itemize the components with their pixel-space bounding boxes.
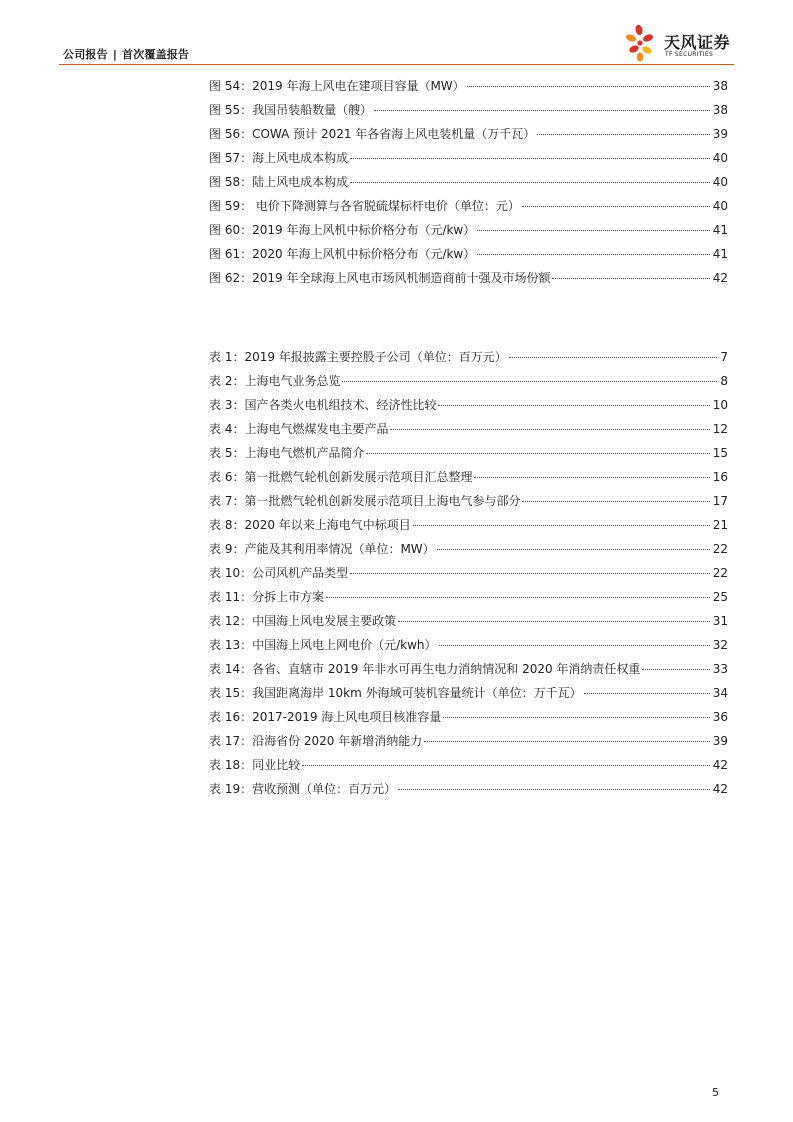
entry-title: 表 2：上海电气业务总览 [209, 374, 341, 388]
dot-leader [374, 110, 710, 111]
figure-entry[interactable] [209, 194, 728, 218]
dot-leader [437, 549, 710, 550]
logo-chinese-name: 天风证券 [664, 33, 731, 52]
entry-page-number: 40 [712, 199, 728, 213]
dot-leader [474, 477, 709, 478]
dot-leader [326, 597, 710, 598]
entry-page-number: 40 [712, 151, 728, 165]
table-entry[interactable] [209, 657, 728, 681]
dot-leader [398, 789, 710, 790]
entry-page-number: 31 [712, 614, 728, 628]
entry-page-number: 15 [712, 446, 728, 460]
table-entry[interactable] [209, 753, 728, 777]
dot-leader [366, 453, 709, 454]
dot-leader [390, 429, 709, 430]
entry-page-number: 41 [712, 247, 728, 261]
entry-title: 图 57：海上风电成本构成 [209, 151, 349, 165]
page-number: 5 [712, 1086, 719, 1099]
entry-page-number: 21 [712, 518, 728, 532]
entry-title: 表 4：上海电气燃煤发电主要产品 [209, 422, 389, 436]
report-type: 公司报告 [63, 48, 108, 61]
entry-title: 表 9：产能及其利用率情况（单位：MW） [209, 542, 435, 556]
dot-leader [350, 158, 710, 159]
dot-leader [342, 381, 717, 382]
dot-leader [439, 645, 710, 646]
table-entry[interactable] [209, 441, 728, 465]
table-entry[interactable] [209, 609, 728, 633]
figure-entry[interactable] [209, 242, 728, 266]
table-entry[interactable] [209, 729, 728, 753]
entry-page-number: 42 [712, 271, 728, 285]
entry-title: 表 8：2020 年以来上海电气中标项目 [209, 518, 411, 532]
entry-page-number: 33 [712, 662, 728, 676]
entry-page-number: 32 [712, 638, 728, 652]
table-entry[interactable] [209, 561, 728, 585]
dot-leader [443, 717, 709, 718]
company-logo [624, 24, 736, 64]
entry-title: 表 17：沿海省份 2020 年新增消纳能力 [209, 734, 423, 748]
entry-title: 图 55：我国吊装船数量（艘） [209, 103, 373, 117]
tf-securities-logo-icon [624, 24, 660, 62]
dot-leader [413, 525, 710, 526]
figure-entry[interactable] [209, 122, 728, 146]
entry-page-number: 8 [720, 374, 728, 388]
table-entry[interactable] [209, 393, 728, 417]
entry-page-number: 25 [712, 590, 728, 604]
entry-title: 表 16：2017-2019 海上风电项目核准容量 [209, 710, 442, 724]
entry-page-number: 34 [712, 686, 728, 700]
dot-leader [350, 573, 710, 574]
report-category [63, 46, 189, 62]
dot-leader [522, 501, 709, 502]
entry-title: 表 5：上海电气燃机产品简介 [209, 446, 365, 460]
entry-title: 图 56：COWA 预计 2021 年各省海上风电装机量（万千瓦） [209, 127, 536, 141]
report-subtype: 首次覆盖报告 [122, 48, 190, 61]
entry-page-number: 42 [712, 782, 728, 796]
figure-list [209, 74, 728, 290]
dot-leader [477, 230, 709, 231]
table-entry[interactable] [209, 465, 728, 489]
entry-title: 图 58：陆上风电成本构成 [209, 175, 349, 189]
entry-title: 表 19：营收预测（单位：百万元） [209, 782, 397, 796]
header-separator: | [112, 48, 118, 61]
dot-leader [522, 206, 710, 207]
table-entry[interactable] [209, 705, 728, 729]
entry-title: 表 15：我国距离海岸 10km 外海域可装机容量统计（单位：万千瓦） [209, 686, 582, 700]
figure-entry[interactable] [209, 266, 728, 290]
entry-title: 图 54：2019 年海上风电在建项目容量（MW） [209, 79, 465, 93]
entry-title: 表 10：公司风机产品类型 [209, 566, 349, 580]
table-list [209, 345, 728, 801]
entry-page-number: 36 [712, 710, 728, 724]
entry-title: 表 14：各省、直辖市 2019 年非水可再生电力消纳情况和 2020 年消纳责任权重 [209, 662, 641, 676]
table-entry[interactable] [209, 633, 728, 657]
entry-title: 图 61：2020 年海上风机中标价格分布（元/kw） [209, 247, 476, 261]
entry-title: 图 60：2019 年海上风机中标价格分布（元/kw） [209, 223, 476, 237]
table-entry[interactable] [209, 777, 728, 801]
dot-leader [537, 134, 709, 135]
figure-entry[interactable] [209, 74, 728, 98]
dot-leader [642, 669, 709, 670]
figure-entry[interactable] [209, 98, 728, 122]
entry-page-number: 22 [712, 566, 728, 580]
entry-page-number: 38 [712, 79, 728, 93]
dot-leader [584, 693, 710, 694]
dot-leader [398, 621, 710, 622]
entry-title: 图 59： 电价下降测算与各省脱硫煤标杆电价（单位：元） [209, 199, 520, 213]
table-entry[interactable] [209, 369, 728, 393]
entry-page-number: 16 [712, 470, 728, 484]
entry-title: 表 18：同业比较 [209, 758, 301, 772]
entry-page-number: 39 [712, 734, 728, 748]
entry-page-number: 22 [712, 542, 728, 556]
entry-page-number: 10 [712, 398, 728, 412]
entry-title: 表 6：第一批燃气轮机创新发展示范项目汇总整理 [209, 470, 473, 484]
dot-leader [438, 405, 709, 406]
dot-leader [509, 357, 718, 358]
entry-page-number: 41 [712, 223, 728, 237]
figure-entry[interactable] [209, 146, 728, 170]
header-divider [59, 64, 734, 65]
table-entry[interactable] [209, 513, 728, 537]
table-entry[interactable] [209, 585, 728, 609]
table-entry[interactable] [209, 345, 728, 369]
dot-leader [467, 86, 710, 87]
entry-page-number: 39 [712, 127, 728, 141]
entry-page-number: 12 [712, 422, 728, 436]
entry-page-number: 40 [712, 175, 728, 189]
dot-leader [302, 765, 710, 766]
entry-title: 表 3：国产各类火电机组技术、经济性比较 [209, 398, 437, 412]
entry-page-number: 38 [712, 103, 728, 117]
table-entry[interactable] [209, 537, 728, 561]
figure-entry[interactable] [209, 170, 728, 194]
table-entry[interactable] [209, 489, 728, 513]
entry-title: 图 62：2019 年全球海上风电市场风机制造商前十强及市场份额 [209, 271, 551, 285]
dot-leader [477, 254, 709, 255]
dot-leader [424, 741, 709, 742]
entry-title: 表 1：2019 年报披露主要控股子公司（单位：百万元） [209, 350, 507, 364]
table-entry[interactable] [209, 681, 728, 705]
entry-title: 表 11：分拆上市方案 [209, 590, 325, 604]
entry-title: 表 12：中国海上风电发展主要政策 [209, 614, 397, 628]
entry-page-number: 42 [712, 758, 728, 772]
figure-entry[interactable] [209, 218, 728, 242]
dot-leader [552, 278, 709, 279]
entry-title: 表 13：中国海上风电上网电价（元/kwh） [209, 638, 437, 652]
dot-leader [350, 182, 710, 183]
entry-title: 表 7：第一批燃气轮机创新发展示范项目上海电气参与部分 [209, 494, 521, 508]
entry-page-number: 7 [720, 350, 728, 364]
entry-page-number: 17 [712, 494, 728, 508]
table-entry[interactable] [209, 417, 728, 441]
logo-english-name: TF SECURITIES [665, 51, 714, 58]
